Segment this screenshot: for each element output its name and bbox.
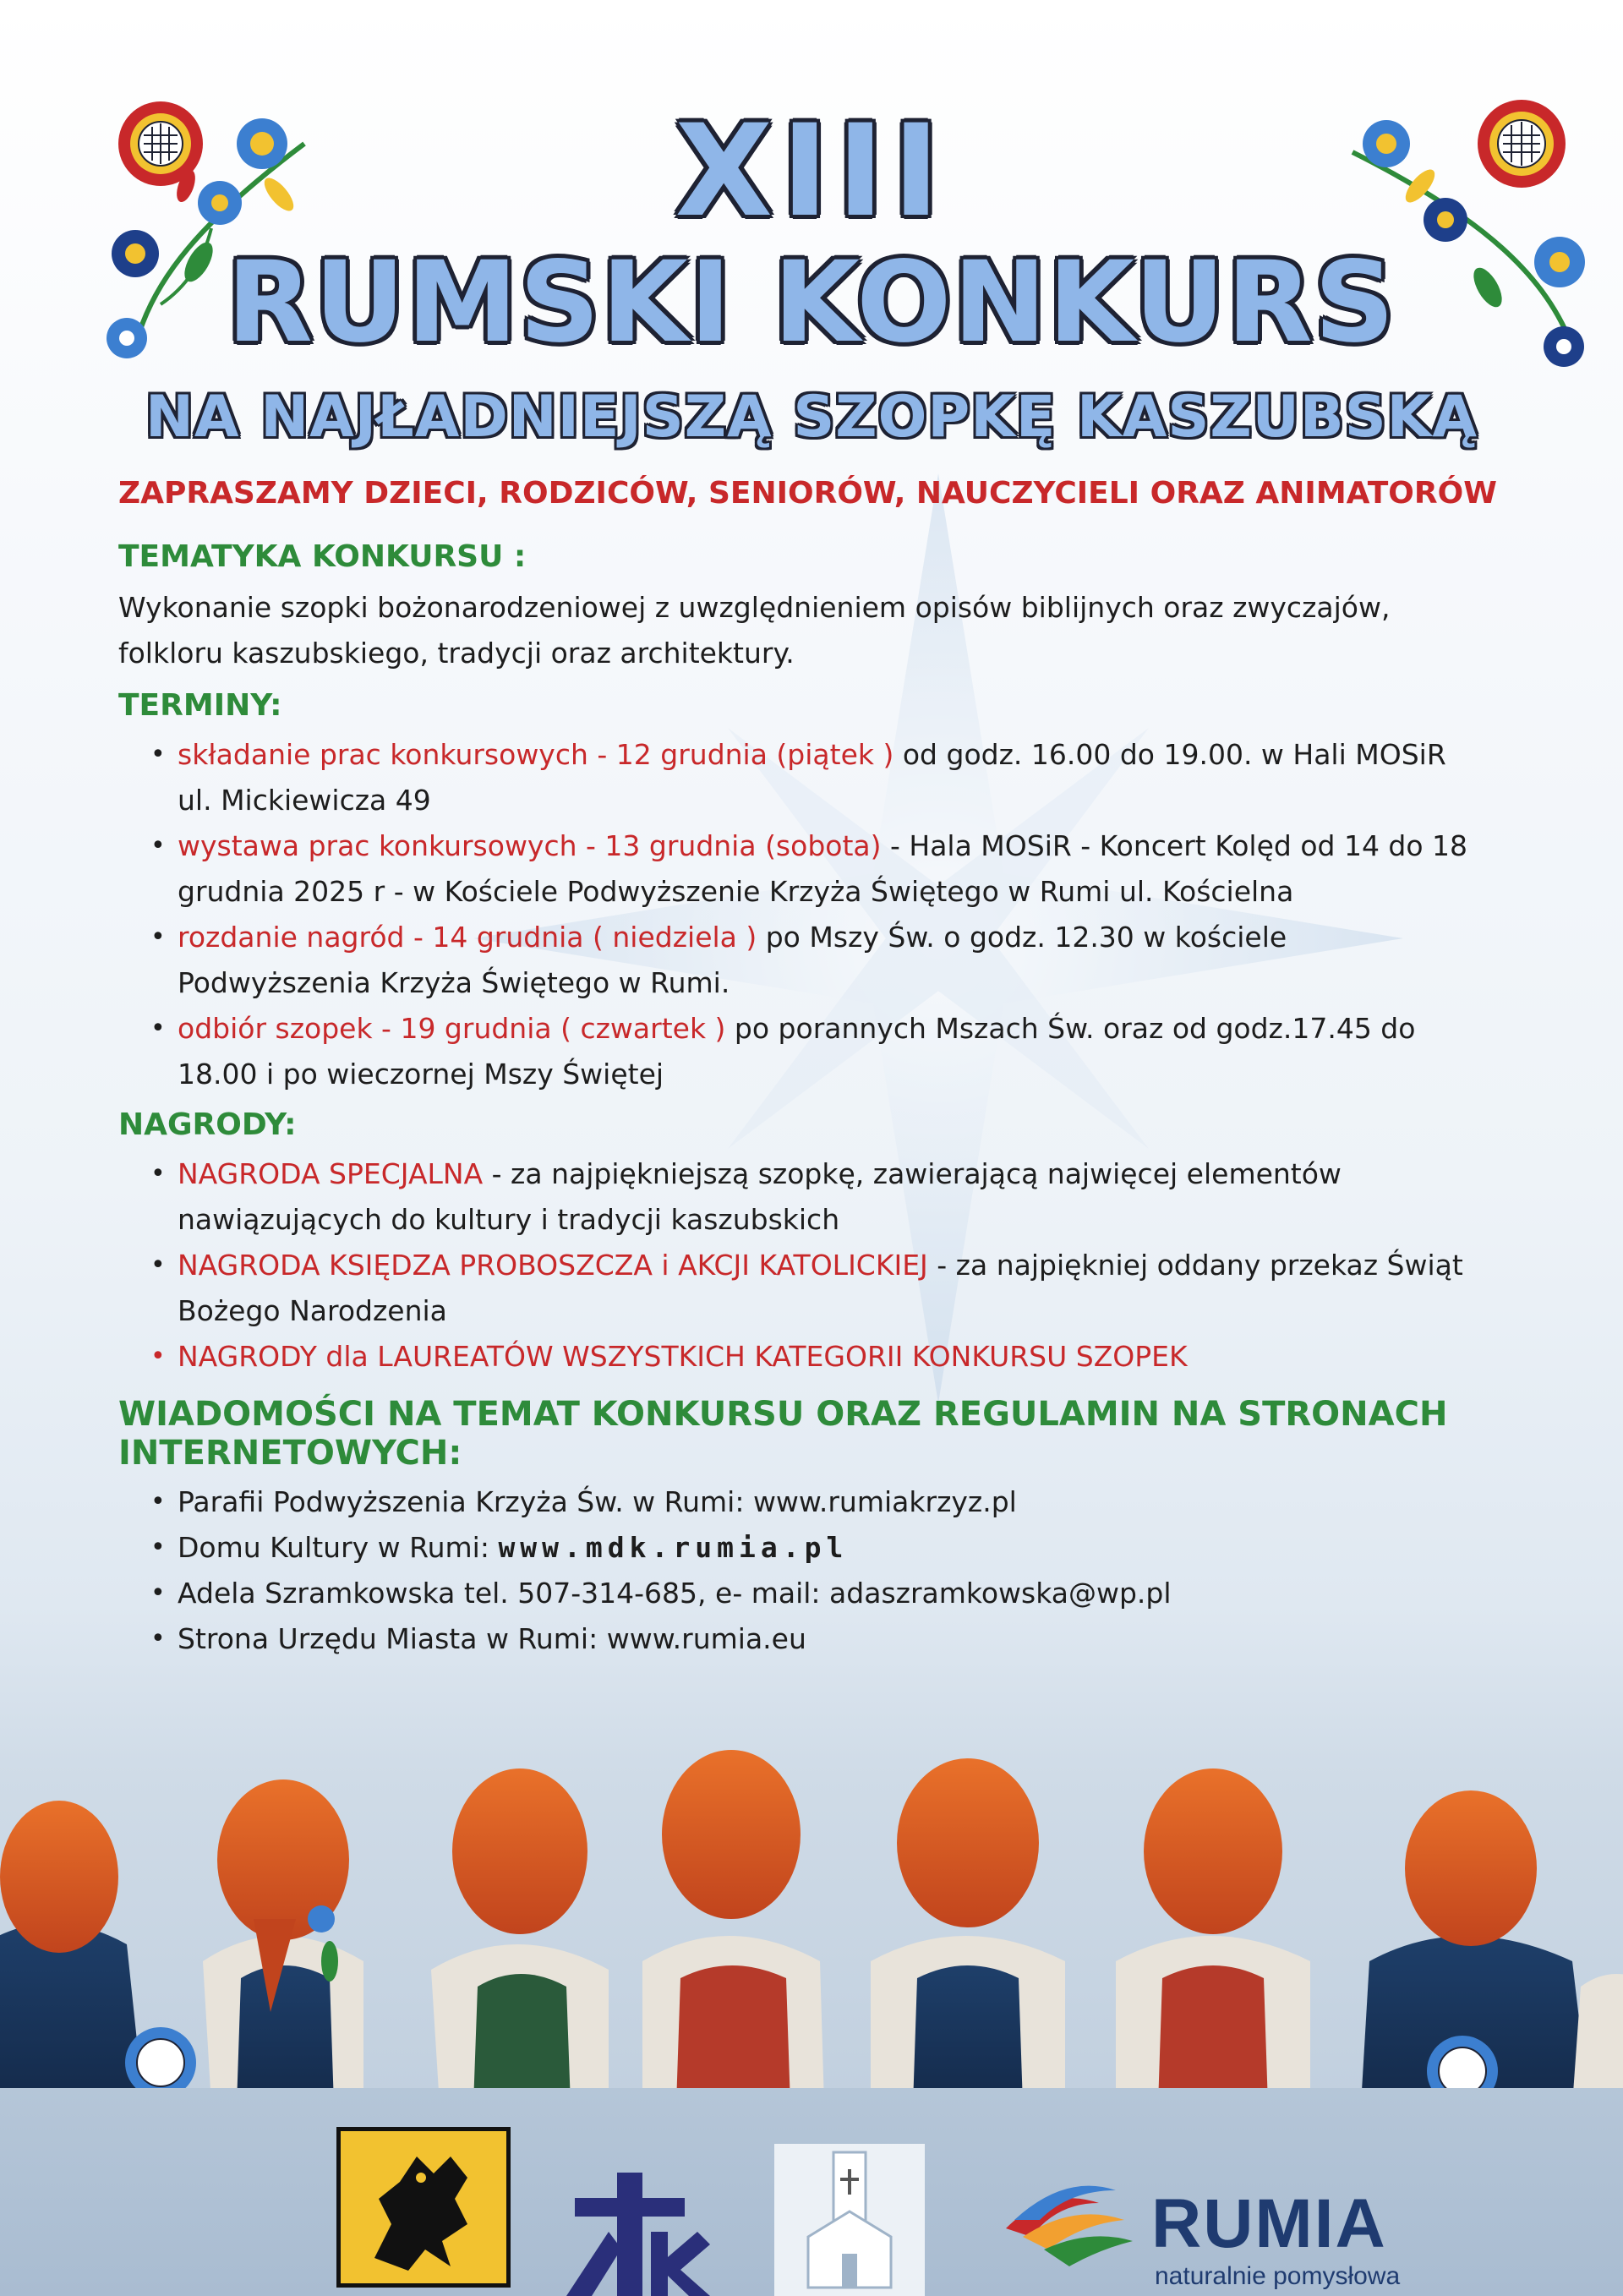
- info-heading-line: WIADOMOŚCI NA TEMAT KONKURSU ORAZ REGULAMIN NA STRONACH: [118, 1395, 1448, 1434]
- topic-text-line: folkloru kaszubskiego, tradycji oraz architektury.: [118, 637, 795, 670]
- term-detail-line2: 18.00 i po wieczornej Mszy Świętej: [178, 1058, 664, 1091]
- prize-highlight: NAGRODA SPECJALNA: [178, 1157, 484, 1190]
- topic-text: [118, 585, 1589, 676]
- topic-heading: TEMATYKA KONKURSU :: [118, 539, 527, 574]
- bullet-icon: •: [150, 1014, 166, 1043]
- griffin-coat-of-arms-logo: [336, 2127, 511, 2288]
- list-item: [118, 1006, 1589, 1097]
- info-label: Parafii Podwyższenia Krzyża Św. w Rumi:: [178, 1485, 753, 1518]
- prize-highlight: NAGRODY dla LAUREATÓW WSZYSTKICH KATEGORII KONKURSU SZOPEK: [178, 1340, 1188, 1373]
- list-item: [118, 823, 1589, 915]
- church-logo-icon: [774, 2144, 925, 2296]
- term-highlight: odbiór szopek - 19 grudnia ( czwartek ): [178, 1012, 726, 1045]
- prize-detail: - za najpiękniej oddany przekaz Świąt: [927, 1249, 1463, 1282]
- main-content: [118, 538, 1589, 1670]
- term-detail: - Hala MOSiR - Koncert Kolęd od 14 do 18: [881, 829, 1468, 862]
- prize-detail: - za najpiękniejszą szopkę, zawierającą najwięcej elementów: [483, 1157, 1342, 1190]
- prize-detail-line2: Bożego Narodzenia: [178, 1294, 447, 1327]
- bullet-icon: •: [150, 1578, 166, 1608]
- terms-list: [118, 732, 1589, 1097]
- contest-subtitle: NA NAJŁADNIEJSZĄ SZOPKĘ KASZUBSKĄ: [145, 384, 1478, 451]
- list-item: [118, 1616, 1589, 1662]
- info-list: [118, 1479, 1589, 1662]
- info-label: Adela Szramkowska tel. 507-314-685, e- mail:: [178, 1577, 830, 1610]
- prize-detail-line2: nawiązujących do kultury i tradycji kaszubskich: [178, 1203, 840, 1236]
- bullet-icon: •: [150, 1533, 166, 1562]
- prizes-list: [118, 1151, 1589, 1380]
- list-item: [118, 1479, 1589, 1525]
- bullet-icon: •: [150, 1250, 166, 1280]
- list-item: [118, 1151, 1589, 1243]
- bullet-icon: •: [150, 831, 166, 861]
- term-detail-line2: grudnia 2025 r - w Kościele Podwyższenie Krzyża Świętego w Rumi ul. Kościelna: [178, 875, 1294, 908]
- info-heading-line: INTERNETOWYCH:: [118, 1434, 462, 1473]
- culture-house-website-link[interactable]: www.mdk.rumia.pl: [498, 1531, 849, 1564]
- bullet-icon: •: [150, 1624, 166, 1654]
- list-item: [118, 915, 1589, 1006]
- info-heading: [118, 1395, 1589, 1473]
- edition-title: XIII: [675, 98, 948, 245]
- topic-text-line: Wykonanie szopki bożonarodzeniowej z uwzględnieniem opisów biblijnych oraz zwyczajów,: [118, 591, 1391, 624]
- contest-title: RUMSKI KONKURS: [227, 238, 1396, 368]
- prize-highlight: NAGRODA KSIĘDZA PROBOSZCZA i AKCJI KATOLICKIEJ: [178, 1249, 928, 1282]
- list-item: [118, 1525, 1589, 1571]
- bullet-icon: •: [150, 1487, 166, 1517]
- term-detail-line2: Podwyższenia Krzyża Świętego w Rumi.: [178, 966, 730, 999]
- info-label: Domu Kultury w Rumi:: [178, 1531, 499, 1564]
- prizes-heading: NAGRODY:: [118, 1107, 297, 1142]
- list-item: [118, 1243, 1589, 1334]
- rumia-logo-text: RUMIA: [1151, 2185, 1387, 2262]
- term-detail: po Mszy Św. o godz. 12.30 w kościele: [757, 921, 1287, 954]
- info-label: Strona Urzędu Miasta w Rumi:: [178, 1622, 607, 1655]
- term-highlight: wystawa prac konkursowych - 13 grudnia (sobota): [178, 829, 882, 862]
- folk-dancers-illustration-icon: [0, 1708, 1623, 2105]
- city-website-link[interactable]: www.rumia.eu: [606, 1622, 806, 1655]
- list-item: [118, 1334, 1589, 1380]
- list-item: [118, 732, 1589, 823]
- terms-heading: TERMINY:: [118, 688, 282, 723]
- term-detail: po porannych Mszach Św. oraz od godz.17.45 do: [725, 1012, 1416, 1045]
- contact-email-link[interactable]: adaszramkowska@wp.pl: [829, 1577, 1172, 1610]
- griffin-coat-of-arms-icon: [341, 2131, 506, 2283]
- bullet-icon: •: [150, 922, 166, 952]
- term-highlight: rozdanie nagród - 14 grudnia ( niedziela ): [178, 921, 757, 954]
- term-detail-line2: ul. Mickiewicza 49: [178, 784, 431, 817]
- rumia-tagline: naturalnie pomysłowa: [1155, 2262, 1401, 2290]
- bullet-icon: •: [150, 740, 166, 769]
- list-item: [118, 1571, 1589, 1616]
- parish-website-link[interactable]: www.rumiakrzyz.pl: [752, 1485, 1017, 1518]
- bullet-icon: •: [150, 1342, 166, 1371]
- bullet-icon: •: [150, 1159, 166, 1189]
- invitation-line: ZAPRASZAMY DZIECI, RODZICÓW, SENIORÓW, NAUCZYCIELI ORAZ ANIMATORÓW: [118, 476, 1497, 511]
- term-detail: od godz. 16.00 do 19.00. w Hali MOSiR: [893, 738, 1446, 771]
- akcja-katolicka-logo-icon: [558, 2164, 710, 2296]
- rumia-swoosh-logo-icon: [997, 2178, 1141, 2271]
- term-highlight: składanie prac konkursowych - 12 grudnia (piątek ): [178, 738, 894, 771]
